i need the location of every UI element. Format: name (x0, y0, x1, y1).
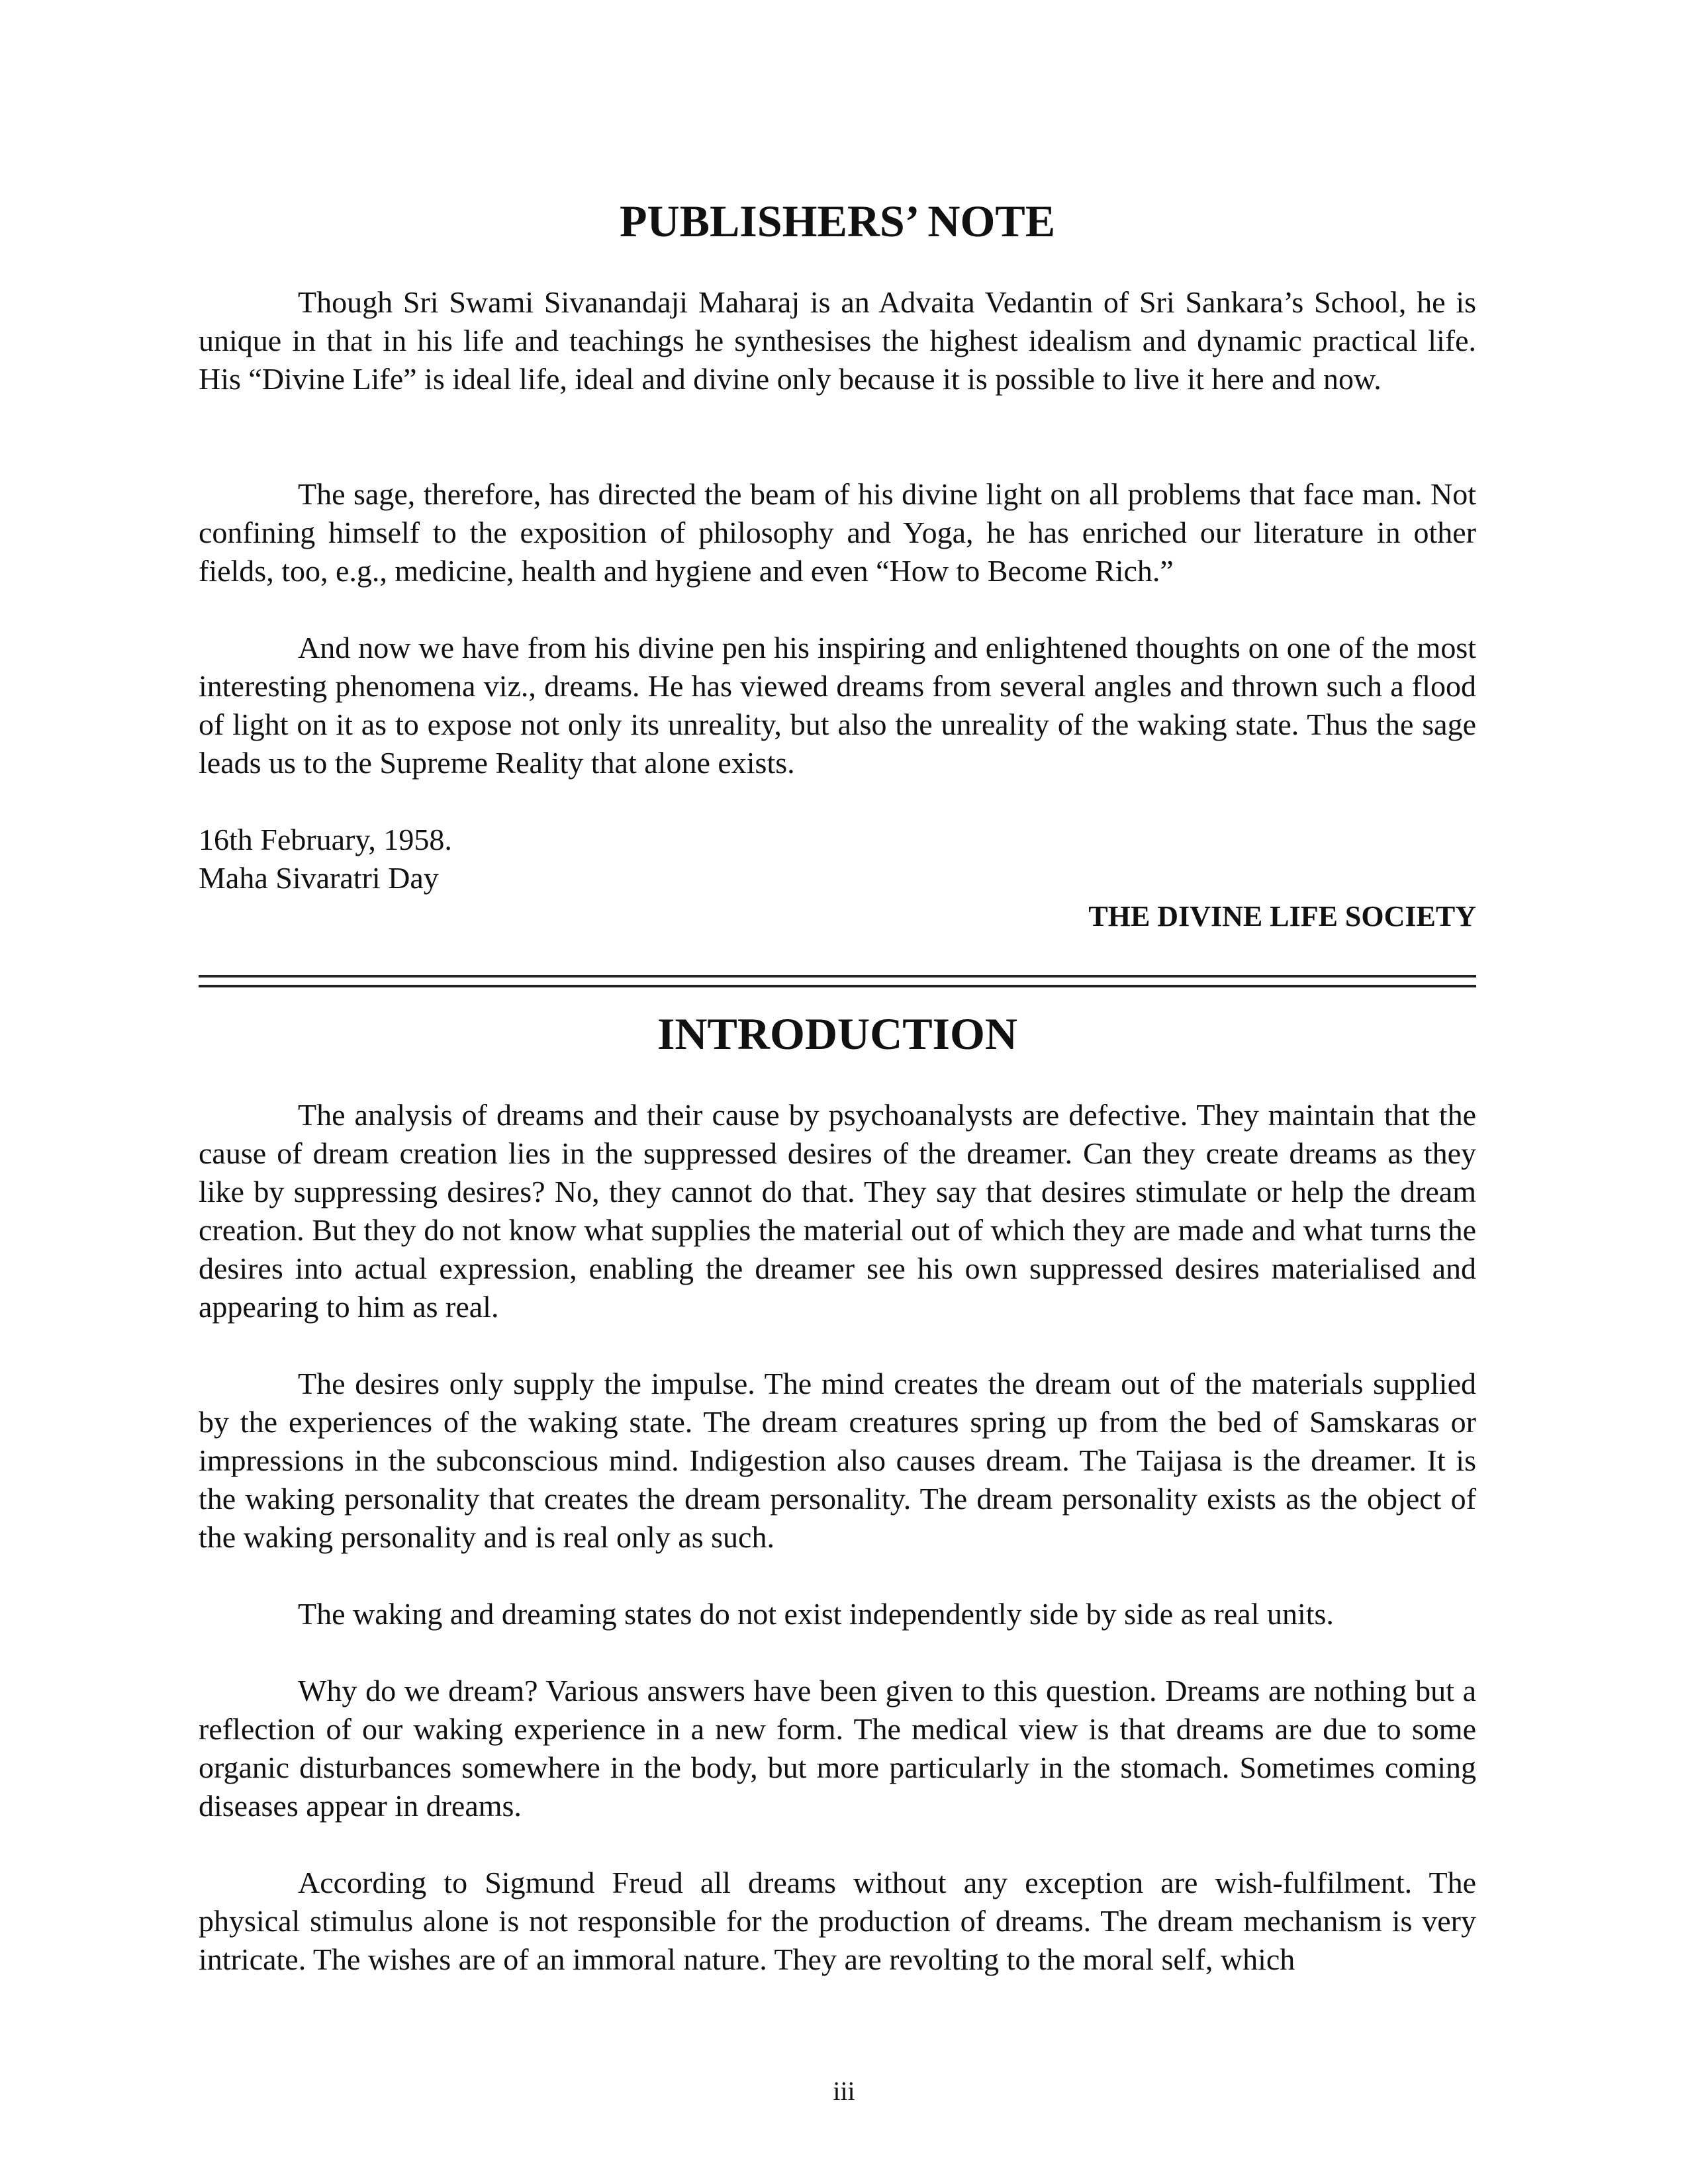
section-divider-top (199, 975, 1476, 978)
publishers-note-paragraph-3: And now we have from his divine pen his inspiring and enlightened thoughts on one of the most interesting phenomena viz., dreams. He has viewed dreams from several angles and thrown such a flood of light on it as to expose not only its unreality, but also the unreality of the waking state. Thus the sage leads us to the Supreme Reality that alone exists. (199, 631, 1476, 780)
introduction-paragraph-1: The analysis of dreams and their cause by psychoanalysts are defective. They maintain that the cause of dream creation lies in the suppressed desires of the dreamer. Can they create dreams as they like by suppressing desires? No, they cannot do that. They say that desires stimulate or help the dream creation. But they do not know what supplies the material out of which they are made and what turns the desires into actual expression, enabling the dreamer see his own suppressed desires materialised and appearing to him as real. (199, 1098, 1476, 1324)
section-divider-bottom (199, 985, 1476, 987)
introduction-title: INTRODUCTION (657, 1009, 1018, 1059)
publishers-note-date: 16th February, 1958. (199, 823, 452, 856)
publishers-note-paragraph-1: Though Sri Swami Sivanandaji Maharaj is an Advaita Vedantin of Sri Sankara’s School, he is unique in that in his life and teachings he synthesises the highest idealism and dynamic practical life. His “Divine Life” is ideal life, ideal and divine only because it is possible to live it here and now. (199, 285, 1476, 396)
introduction-paragraph-5: According to Sigmund Freud all dreams without any exception are wish-fulfilment. The physical stimulus alone is not responsible for the production of dreams. The dream mechanism is very intricate. The wishes are of an immoral nature. They are revolting to the moral self, which (199, 1866, 1476, 1976)
introduction-paragraph-2: The desires only supply the impulse. The mind creates the dream out of the materials supplied by the experiences of the waking state. The dream creatures spring up from the bed of Samskaras or impressions in the subconscious mind. Indigestion also causes dream. The Taijasa is the dreamer. It is the waking personality that creates the dream personality. The dream personality exists as the object of the waking personality and is real only as such. (199, 1367, 1476, 1554)
publishers-note-paragraph-2: The sage, therefore, has directed the beam of his divine light on all problems that face man. Not confining himself to the exposition of philosophy and Yoga, he has enriched our literature in other fields, too, e.g., medicine, health and hygiene and even “How to Become Rich.” (199, 477, 1476, 588)
publishers-note-signature: THE DIVINE LIFE SOCIETY (1088, 900, 1476, 933)
introduction-paragraph-4: Why do we dream? Various answers have been given to this question. Dreams are nothing but a reflection of our waking experience in a new form. The medical view is that dreams are due to some organic disturbances somewhere in the body, but more particularly in the stomach. Sometimes coming diseases appear in dreams. (199, 1674, 1476, 1823)
introduction-paragraph-3: The waking and dreaming states do not exist independently side by side as real units. (298, 1597, 1334, 1631)
page-number: iii (833, 2076, 855, 2106)
publishers-note-title: PUBLISHERS’ NOTE (619, 196, 1056, 246)
publishers-note-day: Maha Sivaratri Day (199, 861, 439, 895)
